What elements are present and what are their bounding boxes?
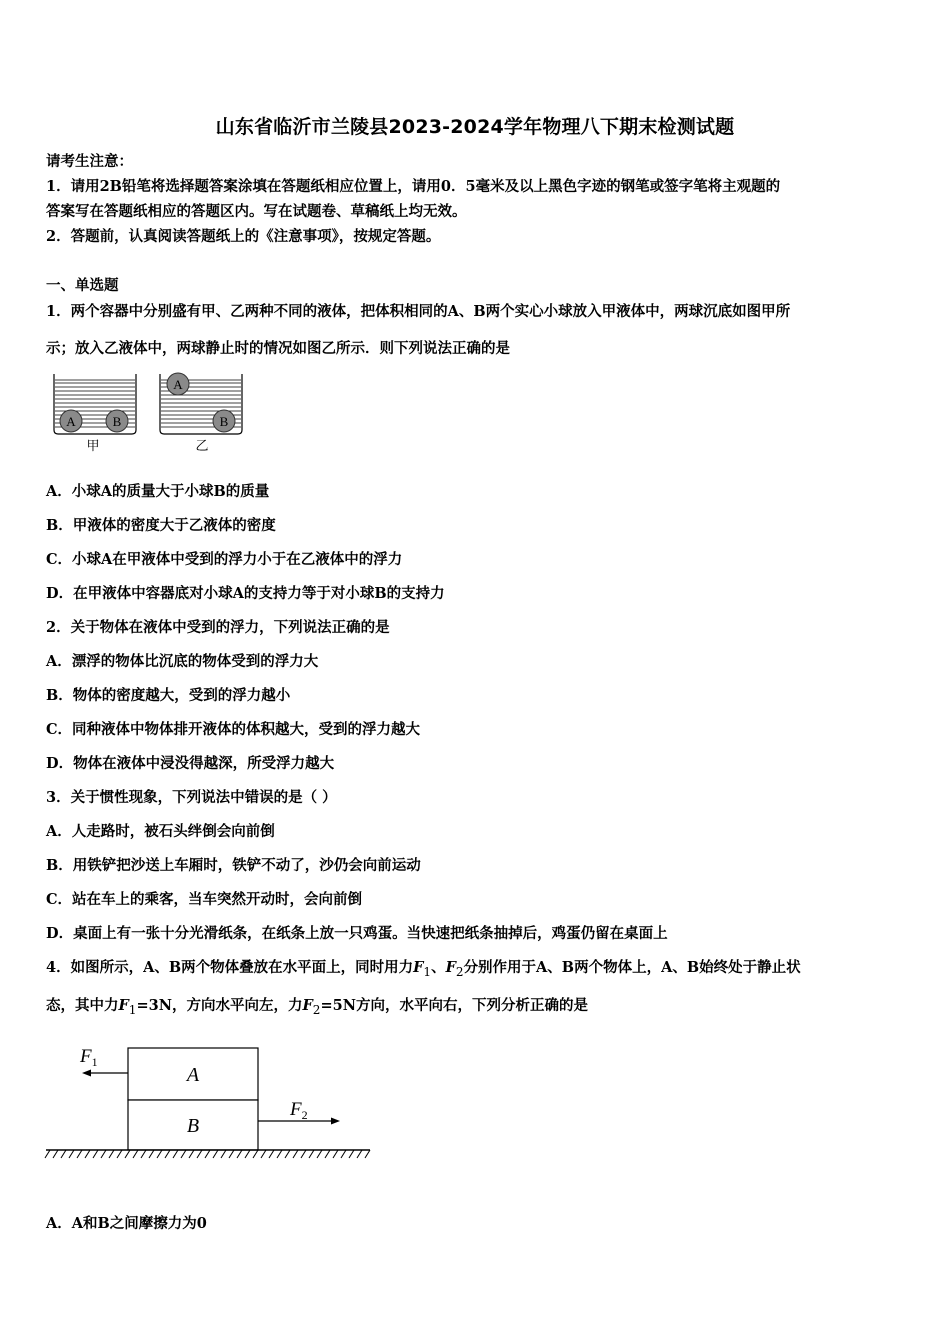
question-4-stem-line-2: [46, 996, 588, 1020]
f2-subscript: 2: [301, 1108, 308, 1122]
ball-a-label-yi: A: [173, 377, 183, 392]
f2-symbol: F: [290, 1099, 302, 1120]
question-1-option-b: B．甲液体的密度大于乙液体的密度: [46, 517, 276, 534]
question-2-stem: 2．关于物体在液体中受到的浮力，下列说法正确的是: [46, 619, 390, 636]
page-title: 山东省临沂市兰陵县2023-2024学年物理八下期末检测试题: [215, 116, 735, 138]
question-4-stem-line-1: [46, 958, 801, 982]
question-4-figure: [44, 1040, 374, 1165]
figure-label-jia: 甲: [86, 438, 100, 453]
q4-sub-2: 2: [455, 964, 464, 979]
force-f2-label: [289, 1099, 308, 1122]
section-heading: 一、单选题: [46, 277, 119, 294]
q4-force-symbol: F: [445, 959, 456, 976]
question-1-stem-line-1: 1．两个容器中分别盛有甲、乙两种不同的液体，把体积相同的A、B两个实心小球放入甲液体中，两球沉底如图甲所: [46, 303, 791, 320]
q4-force-symbol: F: [413, 959, 424, 976]
q4-force-symbol: F: [302, 997, 313, 1014]
notice-item-2: 2．答题前，认真阅读答题纸上的《注意事项》，按规定答题。: [46, 228, 441, 245]
question-2-option-d: D．物体在液体中浸没得越深，所受浮力越大: [46, 755, 335, 772]
question-1-option-a: A．小球A的质量大于小球B的质量: [46, 483, 270, 500]
notice-item-1-line-2: 答案写在答题纸相应的答题区内。写在试题卷、草稿纸上均无效。: [46, 203, 467, 220]
q4-stem-text-2: 分别作用于A、B两个物体上，A、B始终处于静止状: [463, 959, 801, 976]
q4-separator: 、: [431, 959, 446, 976]
ball-a-label-jia: A: [66, 414, 76, 429]
q4-sub-1: 1: [128, 1002, 137, 1017]
q4-stem-text-3: 态，其中力: [46, 997, 119, 1014]
question-3-option-b: B．用铁铲把沙送上车厢时，铁铲不动了，沙仍会向前运动: [46, 857, 421, 874]
question-1-figure: [46, 370, 251, 454]
ground-hatching: [45, 1150, 370, 1158]
question-3-option-a: A．人走路时，被石头绊倒会向前倒: [46, 823, 275, 840]
block-a-label: A: [186, 1064, 200, 1086]
question-1-option-c: C．小球A在甲液体中受到的浮力小于在乙液体中的浮力: [46, 551, 403, 568]
question-1-stem-line-2: 示；放入乙液体中，两球静止时的情况如图乙所示．则下列说法正确的是: [46, 340, 510, 357]
notice-item-1-line-1: 1．请用2B铅笔将选择题答案涂填在答题纸相应位置上，请用0．5毫米及以上黑色字迹的钢笔或签字笔将主观题的: [46, 178, 781, 195]
notice-heading: 请考生注意：: [46, 153, 133, 170]
question-1-option-d: D．在甲液体中容器底对小球A的支持力等于对小球B的支持力: [46, 585, 445, 602]
force-f1-label: [79, 1046, 98, 1069]
q4-force-symbol: F: [118, 997, 129, 1014]
q4-sub-2: 2: [312, 1002, 321, 1017]
q4-stem-text-5: =5N方向，水平向右，下列分析正确的是: [320, 997, 588, 1014]
figure-label-yi: 乙: [195, 438, 209, 453]
ball-b-label-yi: B: [219, 414, 229, 429]
q4-stem-text-1: 4．如图所示，A、B两个物体叠放在水平面上，同时用力: [46, 959, 414, 976]
container-yi: [160, 373, 242, 453]
force-f1-arrowhead: [82, 1070, 91, 1077]
question-4-option-a: A．A和B之间摩擦力为0: [46, 1215, 207, 1232]
container-jia: [54, 374, 136, 453]
f1-subscript: 1: [91, 1055, 98, 1069]
q4-sub-1: 1: [423, 964, 432, 979]
question-3-option-c: C．站在车上的乘客，当车突然开动时，会向前倒: [46, 891, 363, 908]
question-2-option-b: B．物体的密度越大，受到的浮力越小: [46, 687, 291, 704]
f1-symbol: F: [80, 1046, 92, 1067]
question-2-option-c: C．同种液体中物体排开液体的体积越大，受到的浮力越大: [46, 721, 421, 738]
question-3-stem: 3．关于惯性现象，下列说法中错误的是（ ）: [46, 789, 337, 806]
force-f2-arrowhead: [331, 1118, 340, 1125]
block-b-label: B: [186, 1115, 200, 1137]
question-2-option-a: A．漂浮的物体比沉底的物体受到的浮力大: [46, 653, 319, 670]
ball-b-label-jia: B: [112, 414, 122, 429]
question-3-option-d: D．桌面上有一张十分光滑纸条，在纸条上放一只鸡蛋。当快速把纸条抽掉后，鸡蛋仍留在桌面上: [46, 925, 668, 942]
q4-stem-text-4: =3N，方向水平向左，力: [136, 997, 303, 1014]
